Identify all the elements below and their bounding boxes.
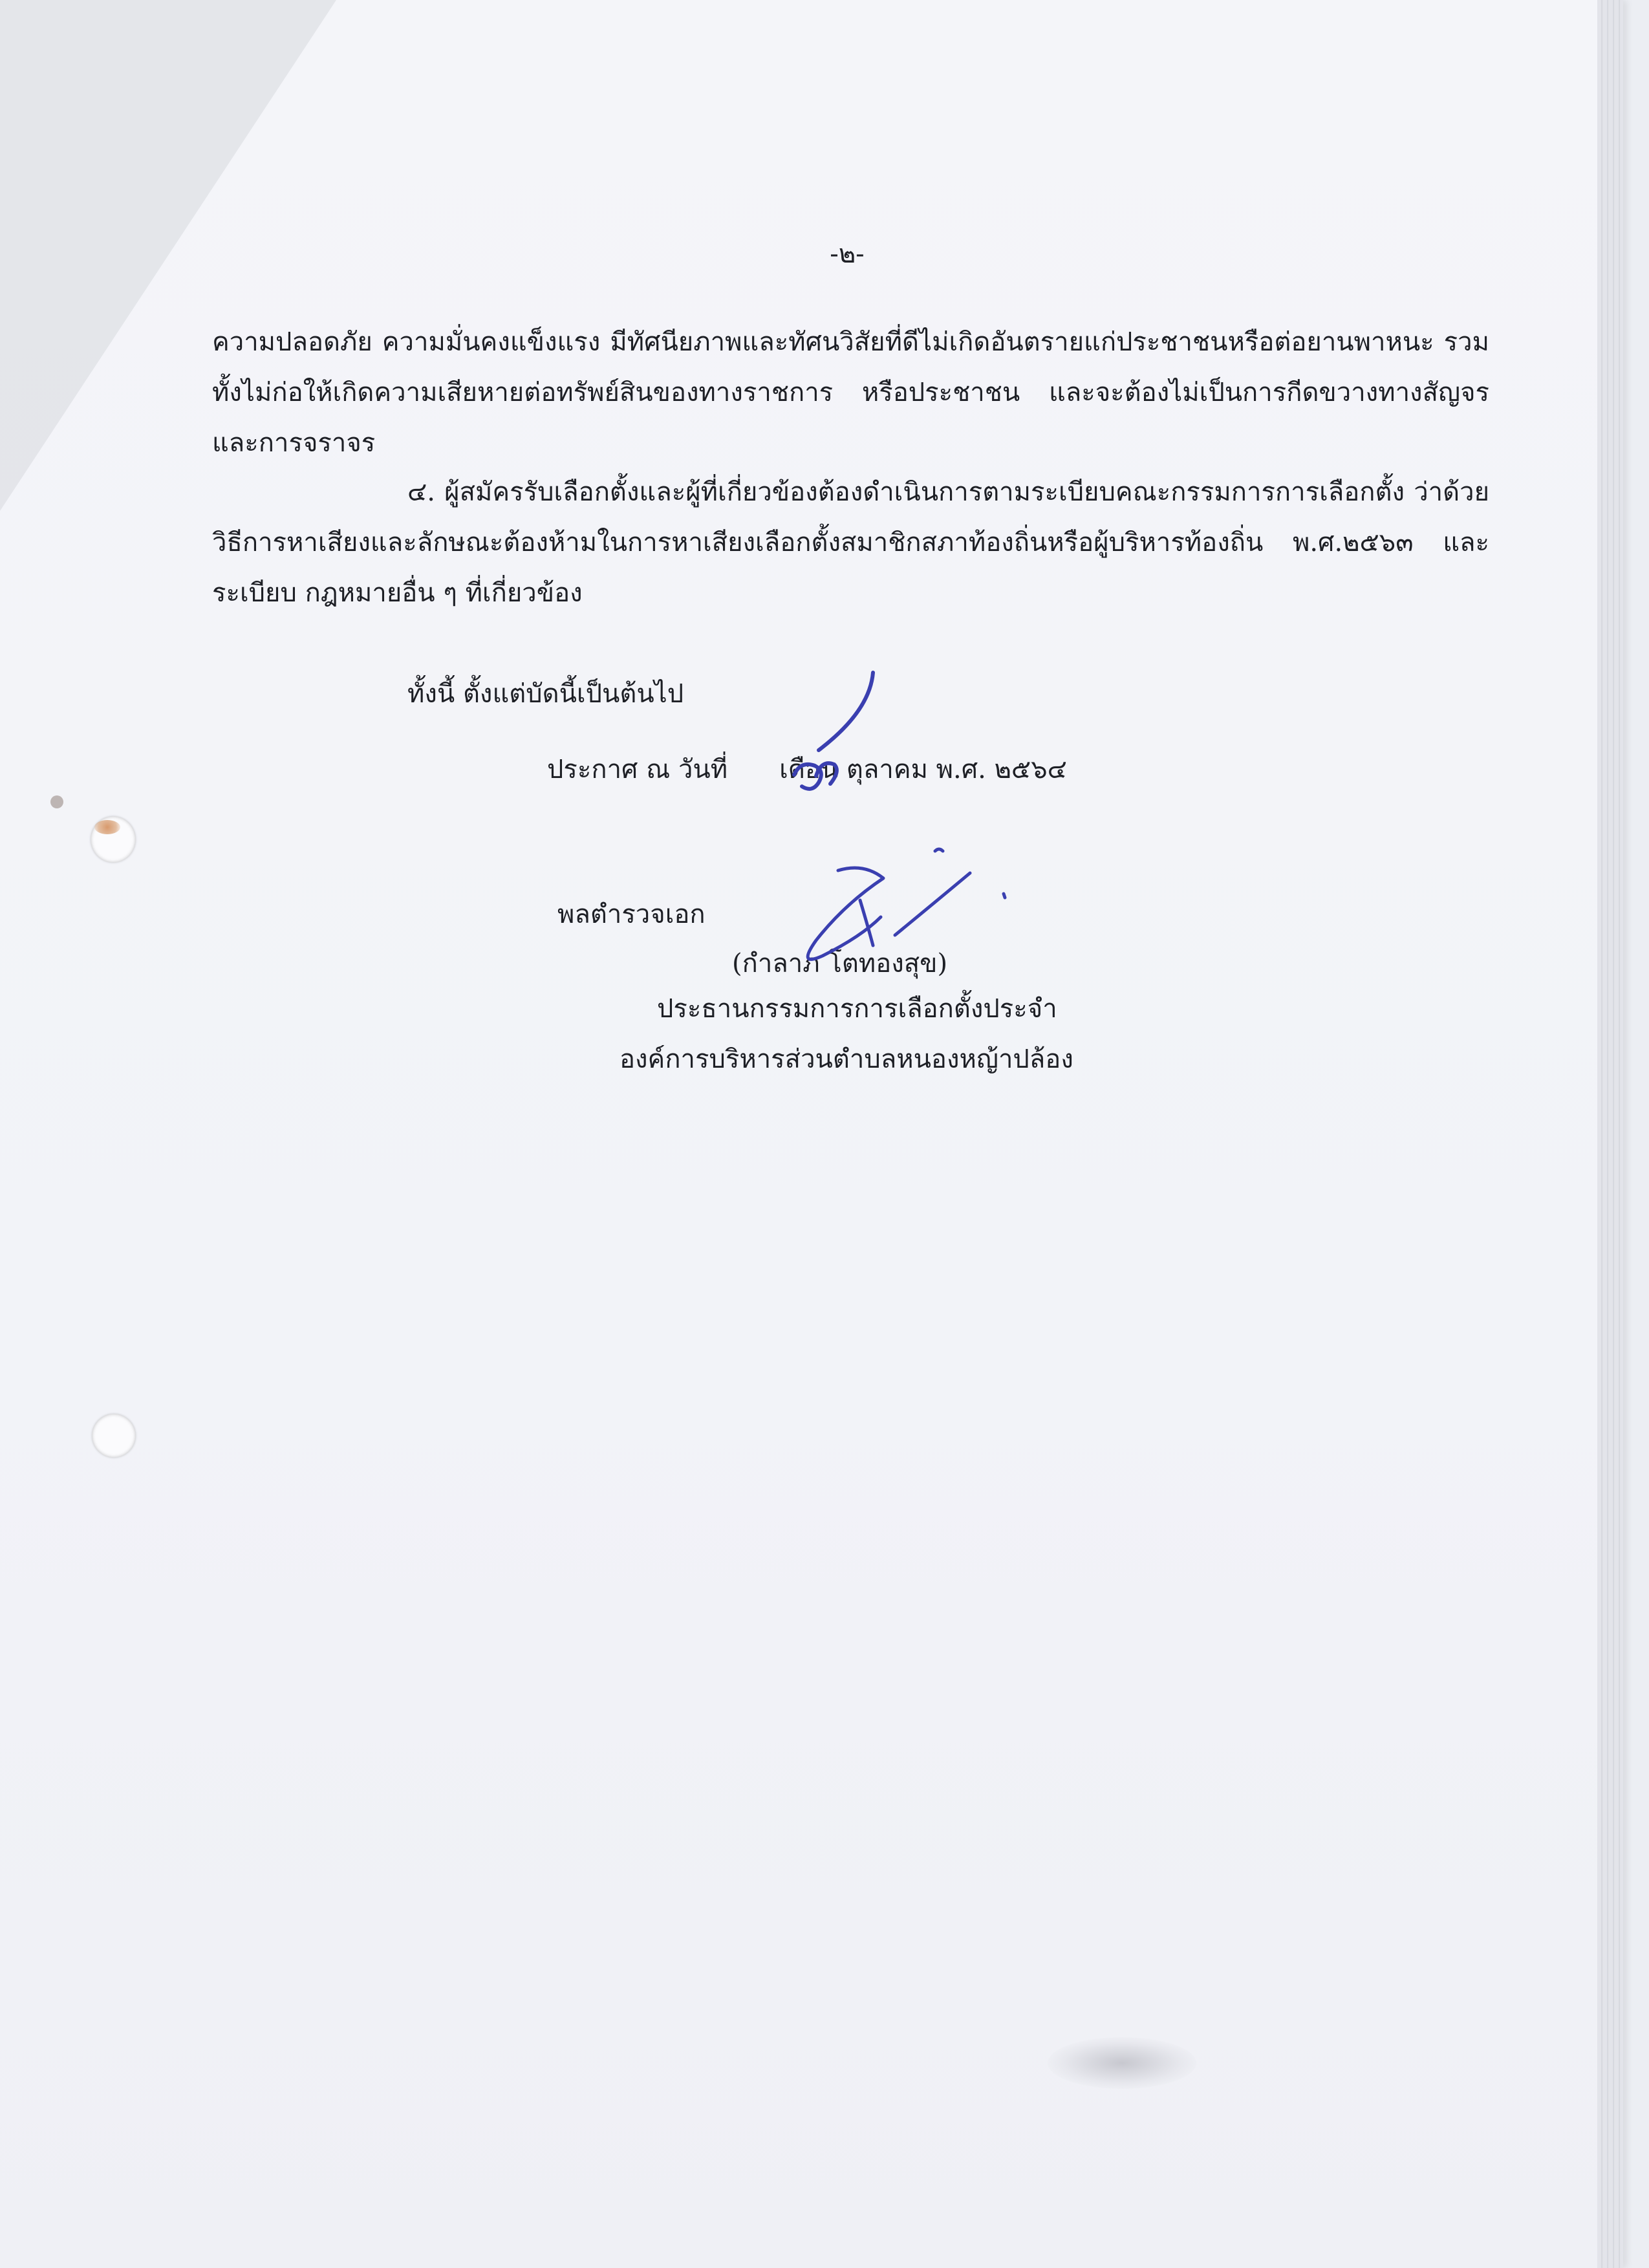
signatory-rank: พลตำรวจเอก <box>557 900 706 929</box>
signatory-position-line-2: องค์การบริหารส่วนตำบลหนองหญ้าปล้อง <box>620 1044 1073 1074</box>
page-number: -๒- <box>830 239 865 269</box>
stacked-page-edges <box>1597 0 1623 2268</box>
paragraph-safety-requirements: ความปลอดภัย ความมั่นคงแข็งแรง มีทัศนียภาพและทัศนวิสัยที่ดีไม่เกิดอันตรายแก่ประชาชนหรือต่อยานพาหนะ รวมทั้งไม่ก่อให้เกิดความเสียหายต่อทรัพย์สินของทางราชการ หรือประชาชน และจะต้องไม่เป็นการกีดขวางทางสัญจรและการจราจร <box>212 327 1489 458</box>
signatory-name: (กำลาภ โตทองสุข) <box>732 949 948 978</box>
announcement-date <box>547 750 1067 789</box>
effective-statement: ทั้งนี้ ตั้งแต่บัดนี้เป็นต้นไป <box>407 679 684 709</box>
stain-mark <box>50 795 63 808</box>
announcement-month-year: เดือน ตุลาคม พ.ศ. ๒๕๖๔ <box>779 755 1067 784</box>
announcement-prefix: ประกาศ ณ วันที่ <box>547 755 728 784</box>
smudge-mark <box>1048 2037 1196 2089</box>
signatory-position-line-1: ประธานกรรมการการเลือกตั้งประจำ <box>657 994 1057 1024</box>
paragraph-item-4: ๔. ผู้สมัครรับเลือกตั้งและผู้ที่เกี่ยวข้องต้องดำเนินการตามระเบียบคณะกรรมการการเลือกตั้ง ว่าด้วยวิธีการหาเสียงและลักษณะต้องห้ามในการหาเสียงเลือกตั้งสมาชิกสภาท้องถิ่นหรือผู้บริหารท้องถิ่น พ.ศ.๒๕๖๓ และระเบียบ กฎหมายอื่น ๆ ที่เกี่ยวข้อง <box>212 477 1489 608</box>
rust-stain <box>94 820 120 834</box>
punch-hole-bottom <box>92 1414 136 1458</box>
